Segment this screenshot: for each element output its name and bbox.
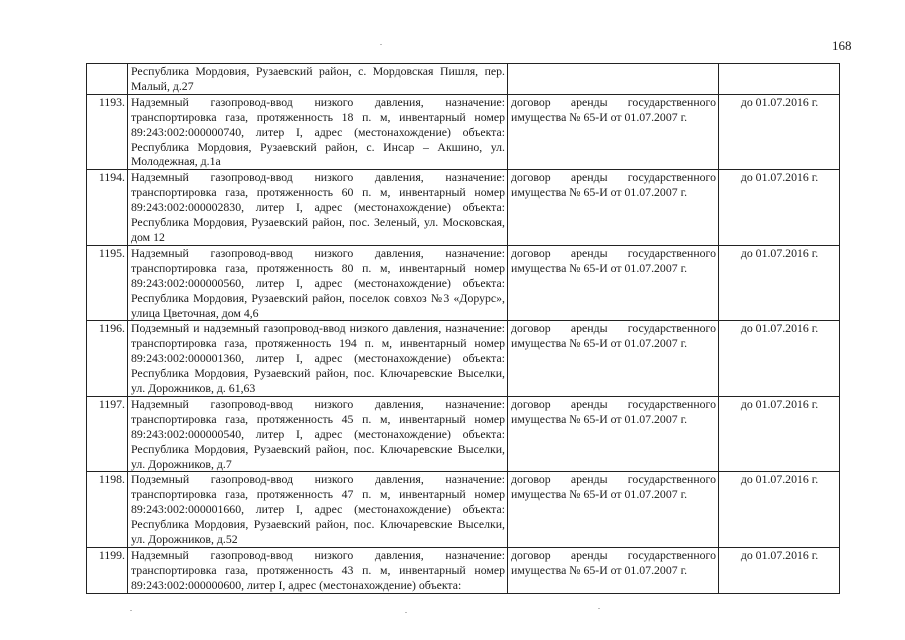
scan-speck [405,612,407,613]
object-description: Надземный газопровод-ввод низкого давления, назначение: транспортировка газа, протяженность 43 п. м, инвентарный номер 89:243:002:000000600, литер I, адрес (местонахождение) объекта: [128,548,508,594]
lease-term [719,64,840,95]
lease-basis: договор аренды государственного имущества № 65-И от 01.07.2007 г. [508,245,719,321]
object-description: Надземный газопровод-ввод низкого давления, назначение: транспортировка газа, протяженность 45 п. м, инвентарный номер 89:243:002:000000540, литер I, адрес (местонахождение) объекта: Республика Мордовия, Рузаевский район, пос. Ключаревские Выселки, ул. Дорожников, д.7 [128,396,508,472]
row-number [87,64,128,95]
table-row [87,396,840,472]
lease-basis [508,64,719,95]
property-registry-table [86,63,840,594]
lease-basis: договор аренды государственного имущества № 65-И от 01.07.2007 г. [508,170,719,246]
table-row [87,472,840,548]
row-number: 1197. [87,396,128,472]
scan-speck [130,610,132,611]
lease-basis: договор аренды государственного имущества № 65-И от 01.07.2007 г. [508,94,719,170]
table-row [87,245,840,321]
lease-term: до 01.07.2016 г. [719,170,840,246]
scan-speck [598,608,600,609]
lease-basis: договор аренды государственного имущества № 65-И от 01.07.2007 г. [508,396,719,472]
row-number: 1198. [87,472,128,548]
table-row [87,321,840,397]
object-description: Надземный газопровод-ввод низкого давления, назначение: транспортировка газа, протяженность 18 п. м, инвентарный номер 89:243:002:000000740, литер I, адрес (местонахождение) объекта: Республика Мордовия, Рузаевский район, с. Инсар – Акшино, ул. Молодежная, д.1а [128,94,508,170]
row-number: 1196. [87,321,128,397]
scan-speck [380,44,382,45]
row-number: 1195. [87,245,128,321]
lease-term: до 01.07.2016 г. [719,548,840,594]
lease-basis: договор аренды государственного имущества № 65-И от 01.07.2007 г. [508,472,719,548]
lease-term: до 01.07.2016 г. [719,321,840,397]
page-number: 168 [832,38,852,53]
row-number: 1199. [87,548,128,594]
table-row [87,548,840,594]
lease-term: до 01.07.2016 г. [719,396,840,472]
object-description: Надземный газопровод-ввод низкого давления, назначение: транспортировка газа, протяженность 80 п. м, инвентарный номер 89:243:002:000000560, литер I, адрес (местонахождение) объекта: Республика Мордовия, Рузаевский район, поселок совхоз №3 «Дорурс», улица Цветочная, дом 4,6 [128,245,508,321]
row-number: 1194. [87,170,128,246]
row-number: 1193. [87,94,128,170]
lease-term: до 01.07.2016 г. [719,245,840,321]
object-description: Подземный и надземный газопровод-ввод низкого давления, назначение: транспортировка газа, протяженность 194 п. м, инвентарный номер 89:243:002:000001360, литер I, адрес (местонахождение) объекта: Республика Мордовия, Рузаевский район, пос. Ключаревские Выселки, ул. Дорожников, д. 61,63 [128,321,508,397]
object-description: Подземный газопровод-ввод низкого давления, назначение: транспортировка газа, протяженность 47 п. м, инвентарный номер 89:243:002:000001660, литер I, адрес (местонахождение) объекта: Республика Мордовия, Рузаевский район, пос. Ключаревские Выселки, ул. Дорожников, д.52 [128,472,508,548]
object-description: Республика Мордовия, Рузаевский район, с. Мордовская Пишля, пер. Малый, д.27 [128,64,508,95]
object-description: Надземный газопровод-ввод низкого давления, назначение: транспортировка газа, протяженность 60 п. м, инвентарный номер 89:243:002:000002830, литер I, адрес (местонахождение) объекта: Республика Мордовия, Рузаевский район, пос. Зеленый, ул. Московская, дом 12 [128,170,508,246]
table-row [87,170,840,246]
lease-basis: договор аренды государственного имущества № 65-И от 01.07.2007 г. [508,321,719,397]
table-row [87,64,840,95]
table-row [87,94,840,170]
lease-basis: договор аренды государственного имущества № 65-И от 01.07.2007 г. [508,548,719,594]
lease-term: до 01.07.2016 г. [719,472,840,548]
lease-term: до 01.07.2016 г. [719,94,840,170]
